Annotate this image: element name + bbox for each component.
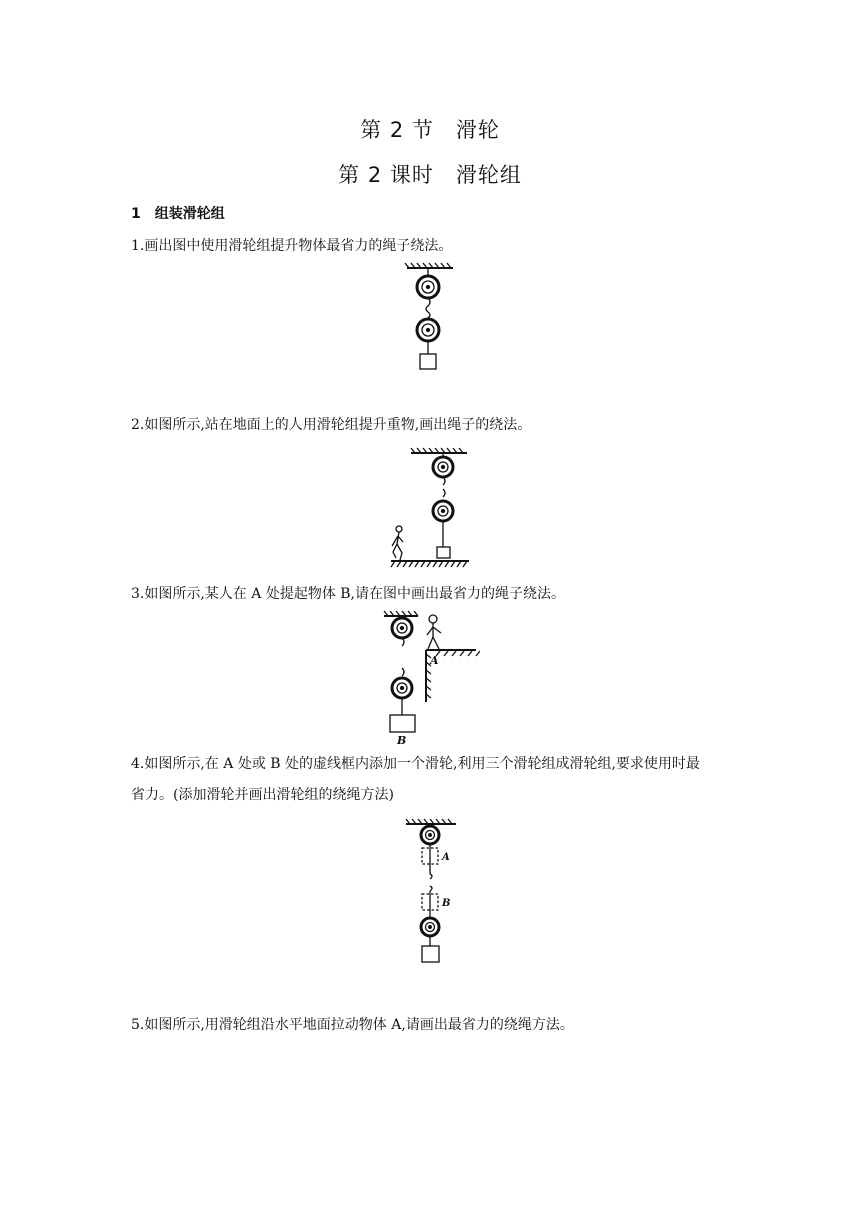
- figure-q1-pulleys: [395, 262, 465, 374]
- topic-heading: 1 组装滑轮组: [131, 206, 225, 222]
- label-point-a: A: [430, 654, 439, 667]
- figure-q4-pulleys-boxes: [400, 818, 470, 968]
- figure-q2-pulleys-person: [385, 447, 475, 573]
- question-5: 5.如图所示,用滑轮组沿水平地面拉动物体 A,请画出最省力的绕绳方法。: [131, 1017, 574, 1033]
- question-3: 3.如图所示,某人在 A 处提起物体 B,请在图中画出最省力的绳子绕法。: [131, 586, 566, 602]
- section-title: 第 2 节 滑轮: [360, 118, 500, 142]
- question-1: 1.画出图中使用滑轮组提升物体最省力的绳子绕法。: [131, 238, 453, 254]
- question-2: 2.如图所示,站在地面上的人用滑轮组提升重物,画出绳子的绕法。: [131, 417, 532, 433]
- label-object-b: B: [397, 734, 407, 747]
- label-box-b: B: [442, 898, 451, 909]
- lesson-title: 第 2 课时 滑轮组: [338, 163, 522, 187]
- label-box-a: A: [442, 852, 450, 863]
- question-4-line-2: 省力。(添加滑轮并画出滑轮组的绕绳方法): [131, 787, 394, 803]
- figure-q3-pulleys-ledge: [380, 610, 480, 750]
- question-4-line-1: 4.如图所示,在 A 处或 B 处的虚线框内添加一个滑轮,利用三个滑轮组成滑轮组,要求使用时最: [131, 756, 700, 772]
